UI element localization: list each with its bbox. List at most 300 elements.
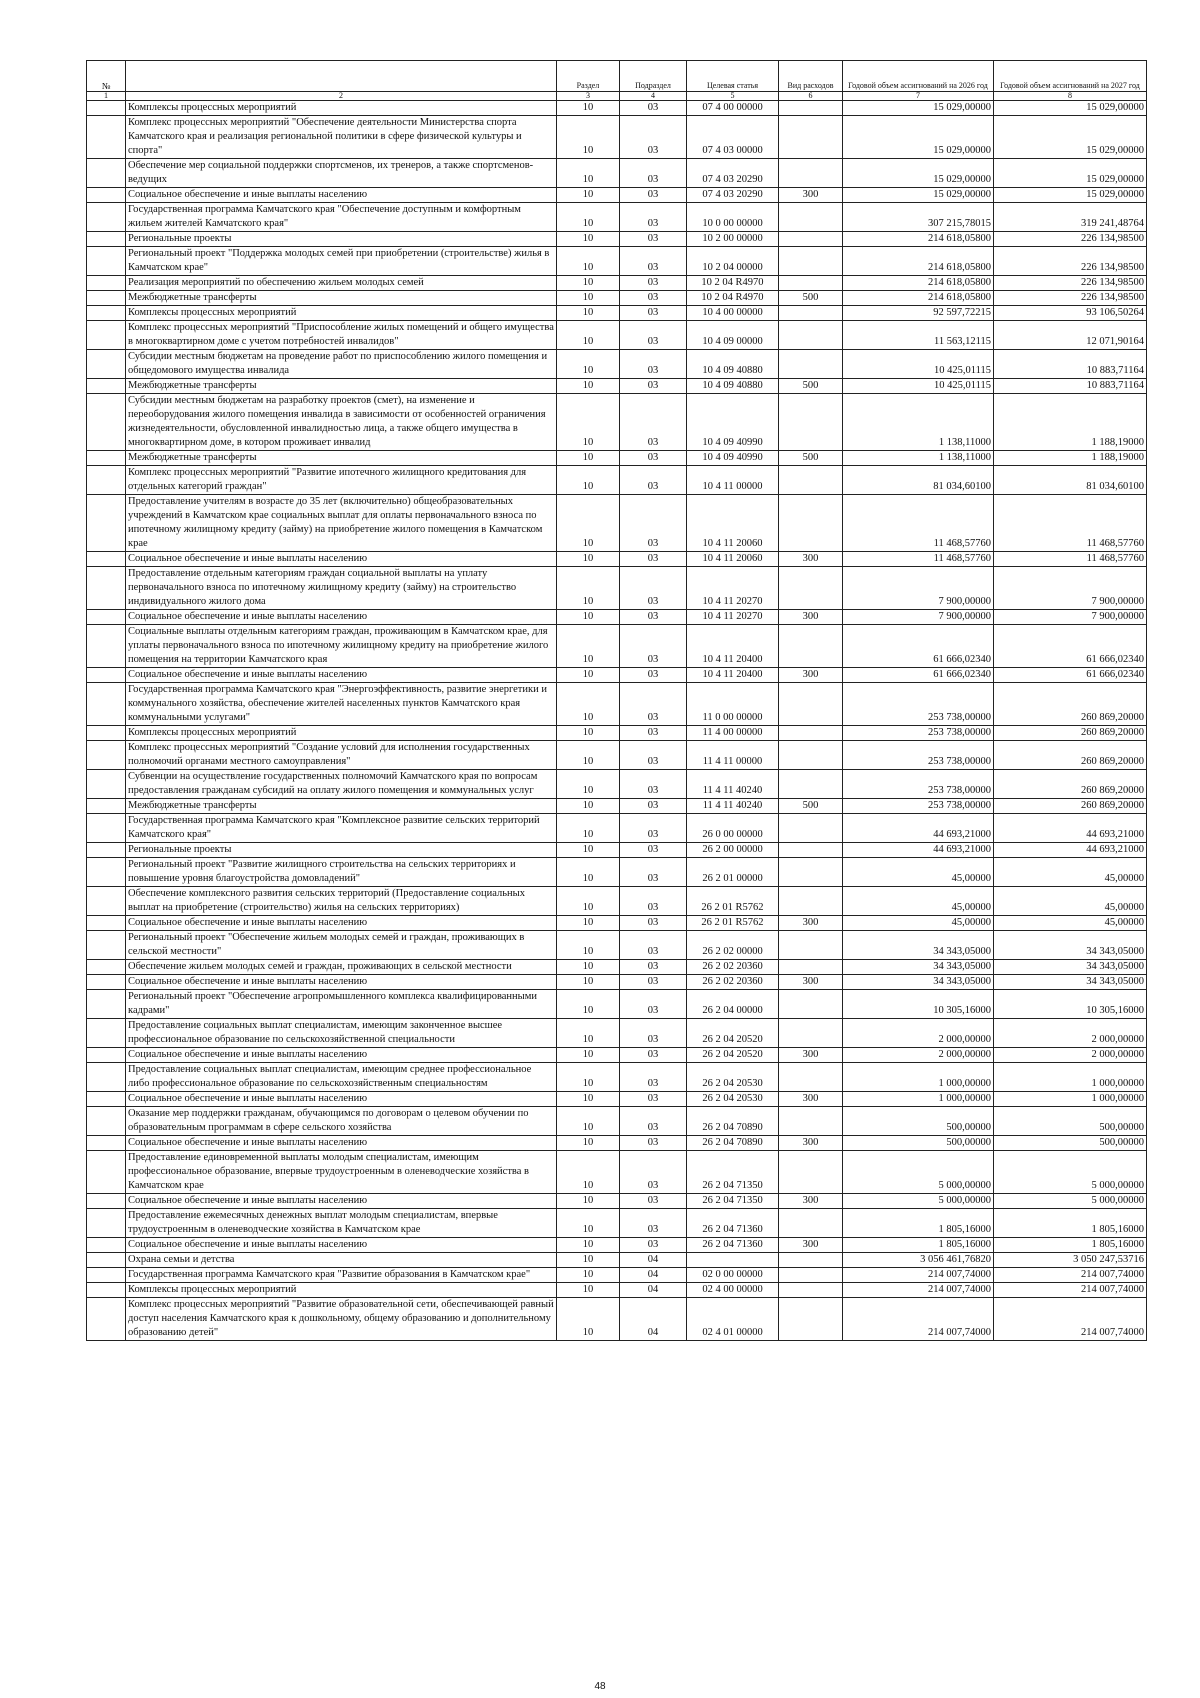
row-name-cell: Социальные выплаты отдельным категориям граждан, проживающим в Камчатском крае, для уплаты первоначального взноса по ипотечному жилищному кредиту на приобретение жилого помещения на территории Камчатского края	[126, 625, 557, 668]
table-row	[87, 466, 1147, 495]
row-expense-type-cell: 300	[779, 668, 843, 683]
row-allocation-2026-cell: 214 618,05800	[843, 232, 994, 247]
row-allocation-2027-cell: 34 343,05000	[994, 931, 1147, 960]
row-name-cell: Предоставление социальных выплат специалистам, имеющим среднее профессиональное либо профессиональное образование по сельскохозяйственным специальностям	[126, 1063, 557, 1092]
row-number-cell	[87, 741, 126, 770]
row-expense-type-cell: 500	[779, 451, 843, 466]
row-number-cell	[87, 843, 126, 858]
row-allocation-2027-cell: 5 000,00000	[994, 1151, 1147, 1194]
row-number-cell	[87, 101, 126, 116]
row-allocation-2026-cell: 92 597,72215	[843, 306, 994, 321]
row-expense-type-cell	[779, 466, 843, 495]
table-row	[87, 394, 1147, 451]
row-section-cell: 10	[557, 101, 620, 116]
row-target-article-cell: 26 2 02 00000	[687, 931, 779, 960]
row-expense-type-cell	[779, 203, 843, 232]
row-expense-type-cell	[779, 814, 843, 843]
row-number-cell	[87, 203, 126, 232]
row-allocation-2026-cell: 44 693,21000	[843, 843, 994, 858]
row-allocation-2026-cell: 5 000,00000	[843, 1194, 994, 1209]
row-number-cell	[87, 159, 126, 188]
column-number: 3	[557, 92, 620, 101]
row-allocation-2027-cell: 3 050 247,53716	[994, 1253, 1147, 1268]
row-subsection-cell: 03	[620, 394, 687, 451]
row-name-cell: Обеспечение жильем молодых семей и граждан, проживающих в сельской местности	[126, 960, 557, 975]
table-row	[87, 814, 1147, 843]
row-number-cell	[87, 306, 126, 321]
row-name-cell: Субсидии местным бюджетам на проведение работ по приспособлению жилого помещения и общедомового имущества инвалида	[126, 350, 557, 379]
row-target-article-cell: 26 2 02 20360	[687, 975, 779, 990]
row-subsection-cell: 03	[620, 887, 687, 916]
table-row	[87, 931, 1147, 960]
row-target-article-cell: 11 4 11 40240	[687, 799, 779, 814]
row-number-cell	[87, 916, 126, 931]
row-subsection-cell: 03	[620, 960, 687, 975]
table-row	[87, 1092, 1147, 1107]
row-number-cell	[87, 625, 126, 668]
row-target-article-cell: 26 2 04 71350	[687, 1151, 779, 1194]
row-target-article-cell: 26 2 04 20530	[687, 1063, 779, 1092]
row-number-cell	[87, 552, 126, 567]
row-allocation-2026-cell: 34 343,05000	[843, 960, 994, 975]
row-number-cell	[87, 350, 126, 379]
header-name	[126, 61, 557, 92]
header-allocation-2027: Годовой объем ассигнований на 2027 год	[994, 61, 1147, 92]
row-allocation-2026-cell: 11 468,57760	[843, 552, 994, 567]
row-allocation-2027-cell: 81 034,60100	[994, 466, 1147, 495]
row-name-cell: Региональные проекты	[126, 843, 557, 858]
row-target-article-cell: 10 4 11 20270	[687, 567, 779, 610]
row-section-cell: 10	[557, 1107, 620, 1136]
row-name-cell: Межбюджетные трансферты	[126, 451, 557, 466]
row-allocation-2026-cell: 1 805,16000	[843, 1238, 994, 1253]
row-allocation-2027-cell: 1 805,16000	[994, 1238, 1147, 1253]
row-section-cell: 10	[557, 1092, 620, 1107]
row-name-cell: Предоставление социальных выплат специалистам, имеющим законченное высшее профессиональное образование по сельскохозяйственной специальности	[126, 1019, 557, 1048]
table-row	[87, 1194, 1147, 1209]
row-number-cell	[87, 291, 126, 306]
row-allocation-2026-cell: 214 618,05800	[843, 276, 994, 291]
table-header	[87, 61, 1147, 101]
row-target-article-cell: 26 2 04 71360	[687, 1209, 779, 1238]
row-allocation-2027-cell: 34 343,05000	[994, 960, 1147, 975]
row-target-article-cell: 26 2 04 70890	[687, 1107, 779, 1136]
row-target-article-cell: 26 2 04 70890	[687, 1136, 779, 1151]
row-section-cell: 10	[557, 321, 620, 350]
row-subsection-cell: 03	[620, 931, 687, 960]
row-allocation-2026-cell: 253 738,00000	[843, 799, 994, 814]
row-allocation-2027-cell: 260 869,20000	[994, 683, 1147, 726]
table-row	[87, 451, 1147, 466]
table-row	[87, 960, 1147, 975]
row-allocation-2027-cell: 7 900,00000	[994, 567, 1147, 610]
row-expense-type-cell	[779, 1151, 843, 1194]
row-number-cell	[87, 990, 126, 1019]
row-section-cell: 10	[557, 247, 620, 276]
row-name-cell: Социальное обеспечение и иные выплаты населению	[126, 916, 557, 931]
row-name-cell: Государственная программа Камчатского края "Комплексное развитие сельских территорий Камчатского края"	[126, 814, 557, 843]
row-target-article-cell: 07 4 00 00000	[687, 101, 779, 116]
row-allocation-2027-cell: 1 000,00000	[994, 1063, 1147, 1092]
row-target-article-cell: 26 2 04 20530	[687, 1092, 779, 1107]
row-expense-type-cell: 300	[779, 1092, 843, 1107]
row-subsection-cell: 03	[620, 567, 687, 610]
row-allocation-2027-cell: 500,00000	[994, 1136, 1147, 1151]
row-number-cell	[87, 931, 126, 960]
table-row	[87, 625, 1147, 668]
row-section-cell: 10	[557, 770, 620, 799]
row-allocation-2026-cell: 253 738,00000	[843, 726, 994, 741]
row-allocation-2026-cell: 214 618,05800	[843, 247, 994, 276]
row-target-article-cell: 26 2 00 00000	[687, 843, 779, 858]
row-subsection-cell: 03	[620, 843, 687, 858]
row-expense-type-cell	[779, 101, 843, 116]
row-expense-type-cell	[779, 683, 843, 726]
row-section-cell: 10	[557, 350, 620, 379]
table-row	[87, 350, 1147, 379]
table-row	[87, 203, 1147, 232]
row-section-cell: 10	[557, 726, 620, 741]
row-target-article-cell: 10 4 09 40990	[687, 451, 779, 466]
row-target-article-cell: 10 4 11 20060	[687, 552, 779, 567]
row-expense-type-cell	[779, 306, 843, 321]
row-expense-type-cell: 300	[779, 1238, 843, 1253]
row-subsection-cell: 03	[620, 116, 687, 159]
row-allocation-2026-cell: 45,00000	[843, 887, 994, 916]
row-allocation-2027-cell: 44 693,21000	[994, 843, 1147, 858]
row-allocation-2027-cell: 12 071,90164	[994, 321, 1147, 350]
row-number-cell	[87, 814, 126, 843]
row-expense-type-cell	[779, 232, 843, 247]
table-row	[87, 321, 1147, 350]
row-target-article-cell: 10 4 09 40880	[687, 379, 779, 394]
row-name-cell: Предоставление отдельным категориям граждан социальной выплаты на уплату первоначального взноса по ипотечному жилищному кредиту (займу) на строительство индивидуального жилого дома	[126, 567, 557, 610]
row-name-cell: Комплекс процессных мероприятий "Приспособление жилых помещений и общего имущества в многоквартирном доме с учетом потребностей инвалидов"	[126, 321, 557, 350]
row-number-cell	[87, 683, 126, 726]
row-allocation-2026-cell: 214 007,74000	[843, 1283, 994, 1298]
row-target-article-cell: 02 4 00 00000	[687, 1283, 779, 1298]
row-section-cell: 10	[557, 495, 620, 552]
row-subsection-cell: 04	[620, 1268, 687, 1283]
row-name-cell: Государственная программа Камчатского края "Энергоэффективность, развитие энергетики и коммунального хозяйства, обеспечение жителей населенных пунктов Камчатского края коммунальными услугами"	[126, 683, 557, 726]
table-row	[87, 799, 1147, 814]
row-expense-type-cell	[779, 858, 843, 887]
row-allocation-2026-cell: 11 468,57760	[843, 495, 994, 552]
row-name-cell: Социальное обеспечение и иные выплаты населению	[126, 1194, 557, 1209]
row-allocation-2027-cell: 2 000,00000	[994, 1048, 1147, 1063]
row-number-cell	[87, 1092, 126, 1107]
row-expense-type-cell: 500	[779, 291, 843, 306]
row-target-article-cell: 02 0 00 00000	[687, 1268, 779, 1283]
row-number-cell	[87, 1194, 126, 1209]
row-name-cell: Комплекс процессных мероприятий "Обеспечение деятельности Министерства спорта Камчатского края и реализация региональной политики в сфере физической культуры и спорта"	[126, 116, 557, 159]
row-expense-type-cell: 300	[779, 975, 843, 990]
row-target-article-cell: 10 4 09 40880	[687, 350, 779, 379]
row-name-cell: Предоставление учителям в возрасте до 35 лет (включительно) общеобразовательных учреждений в Камчатском крае социальных выплат для оплаты первоначального взноса по ипотечному жилищному кредиту (займу) на приобретение жилого помещения в Камчатском крае	[126, 495, 557, 552]
row-name-cell: Субвенции на осуществление государственных полномочий Камчатского края по вопросам предоставления гражданам субсидий на оплату жилого помещения и коммунальных услуг	[126, 770, 557, 799]
row-expense-type-cell	[779, 770, 843, 799]
row-allocation-2027-cell: 226 134,98500	[994, 232, 1147, 247]
row-allocation-2026-cell: 15 029,00000	[843, 159, 994, 188]
row-section-cell: 10	[557, 1136, 620, 1151]
row-name-cell: Предоставление единовременной выплаты молодым специалистам, имеющим профессиональное образование, впервые трудоустроенным в оленеводческие хозяйства в Камчатском крае	[126, 1151, 557, 1194]
row-target-article-cell: 02 4 01 00000	[687, 1298, 779, 1341]
row-section-cell: 10	[557, 1063, 620, 1092]
table-row	[87, 1151, 1147, 1194]
row-number-cell	[87, 975, 126, 990]
row-allocation-2027-cell: 7 900,00000	[994, 610, 1147, 625]
table-row	[87, 116, 1147, 159]
row-allocation-2027-cell: 15 029,00000	[994, 101, 1147, 116]
table-row	[87, 1298, 1147, 1341]
table-row	[87, 1253, 1147, 1268]
row-allocation-2026-cell: 7 900,00000	[843, 567, 994, 610]
row-target-article-cell: 26 2 01 R5762	[687, 887, 779, 916]
table-row	[87, 567, 1147, 610]
row-allocation-2027-cell: 45,00000	[994, 916, 1147, 931]
table-row	[87, 843, 1147, 858]
row-name-cell: Межбюджетные трансферты	[126, 379, 557, 394]
row-section-cell: 10	[557, 1298, 620, 1341]
row-expense-type-cell	[779, 1283, 843, 1298]
row-name-cell: Социальное обеспечение и иные выплаты населению	[126, 1048, 557, 1063]
row-section-cell: 10	[557, 683, 620, 726]
row-allocation-2027-cell: 2 000,00000	[994, 1019, 1147, 1048]
row-expense-type-cell: 500	[779, 379, 843, 394]
table-row	[87, 188, 1147, 203]
row-subsection-cell: 03	[620, 741, 687, 770]
page-number: 48	[594, 1681, 606, 1692]
row-name-cell: Комплексы процессных мероприятий	[126, 726, 557, 741]
table-row	[87, 975, 1147, 990]
row-section-cell: 10	[557, 799, 620, 814]
row-section-cell: 10	[557, 291, 620, 306]
row-section-cell: 10	[557, 567, 620, 610]
table-row	[87, 1063, 1147, 1092]
row-name-cell: Предоставление ежемесячных денежных выплат молодым специалистам, впервые трудоустроенным в оленеводческие хозяйства в Камчатском крае	[126, 1209, 557, 1238]
row-allocation-2027-cell: 15 029,00000	[994, 159, 1147, 188]
row-section-cell: 10	[557, 1283, 620, 1298]
table-row	[87, 1048, 1147, 1063]
row-section-cell: 10	[557, 203, 620, 232]
row-allocation-2027-cell: 500,00000	[994, 1107, 1147, 1136]
row-subsection-cell: 03	[620, 625, 687, 668]
row-name-cell: Комплекс процессных мероприятий "Развитие ипотечного жилищного кредитования для отдельных категорий граждан"	[126, 466, 557, 495]
row-name-cell: Региональный проект "Обеспечение жильем молодых семей и граждан, проживающих в сельской местности"	[126, 931, 557, 960]
row-subsection-cell: 03	[620, 159, 687, 188]
row-allocation-2027-cell: 1 188,19000	[994, 394, 1147, 451]
row-expense-type-cell	[779, 990, 843, 1019]
row-section-cell: 10	[557, 843, 620, 858]
row-number-cell	[87, 116, 126, 159]
table-row	[87, 1107, 1147, 1136]
column-number: 6	[779, 92, 843, 101]
row-subsection-cell: 03	[620, 495, 687, 552]
row-number-cell	[87, 1298, 126, 1341]
row-allocation-2027-cell: 15 029,00000	[994, 188, 1147, 203]
table-row	[87, 247, 1147, 276]
row-expense-type-cell	[779, 567, 843, 610]
row-number-cell	[87, 1107, 126, 1136]
row-number-cell	[87, 321, 126, 350]
row-target-article-cell: 07 4 03 20290	[687, 188, 779, 203]
row-subsection-cell: 03	[620, 1107, 687, 1136]
row-number-cell	[87, 799, 126, 814]
row-section-cell: 10	[557, 814, 620, 843]
row-target-article-cell: 26 2 04 71360	[687, 1238, 779, 1253]
row-allocation-2027-cell: 1 805,16000	[994, 1209, 1147, 1238]
row-allocation-2027-cell: 10 883,71164	[994, 379, 1147, 394]
row-expense-type-cell: 300	[779, 1136, 843, 1151]
row-subsection-cell: 03	[620, 799, 687, 814]
row-expense-type-cell: 300	[779, 916, 843, 931]
row-expense-type-cell	[779, 1268, 843, 1283]
header-target-article: Целевая статья	[687, 61, 779, 92]
row-target-article-cell: 10 2 00 00000	[687, 232, 779, 247]
table-row	[87, 291, 1147, 306]
row-target-article-cell: 10 2 04 R4970	[687, 276, 779, 291]
row-section-cell: 10	[557, 1238, 620, 1253]
row-expense-type-cell: 300	[779, 188, 843, 203]
row-name-cell: Социальное обеспечение и иные выплаты населению	[126, 552, 557, 567]
table-row	[87, 858, 1147, 887]
row-subsection-cell: 04	[620, 1253, 687, 1268]
row-allocation-2026-cell: 253 738,00000	[843, 741, 994, 770]
row-subsection-cell: 03	[620, 770, 687, 799]
row-name-cell: Региональный проект "Развитие жилищного строительства на сельских территориях и повышение уровня благоустройства домовладений"	[126, 858, 557, 887]
table-row	[87, 610, 1147, 625]
row-subsection-cell: 03	[620, 350, 687, 379]
row-allocation-2027-cell: 226 134,98500	[994, 247, 1147, 276]
row-expense-type-cell	[779, 116, 843, 159]
row-subsection-cell: 03	[620, 232, 687, 247]
table-row	[87, 159, 1147, 188]
row-target-article-cell: 10 4 11 20400	[687, 625, 779, 668]
row-target-article-cell: 10 4 11 20400	[687, 668, 779, 683]
row-subsection-cell: 03	[620, 466, 687, 495]
row-allocation-2027-cell: 11 468,57760	[994, 552, 1147, 567]
row-section-cell: 10	[557, 451, 620, 466]
row-section-cell: 10	[557, 931, 620, 960]
row-target-article-cell: 10 4 09 40990	[687, 394, 779, 451]
row-name-cell: Обеспечение мер социальной поддержки спортсменов, их тренеров, а также спортсменов-ведущих	[126, 159, 557, 188]
row-allocation-2026-cell: 1 000,00000	[843, 1063, 994, 1092]
row-target-article-cell: 26 2 04 00000	[687, 990, 779, 1019]
row-name-cell: Социальное обеспечение и иные выплаты населению	[126, 975, 557, 990]
column-number-row	[87, 92, 1147, 101]
row-name-cell: Оказание мер поддержки гражданам, обучающимся по договорам о целевом обучении по образовательным программам в сфере сельского хозяйства	[126, 1107, 557, 1136]
row-section-cell: 10	[557, 276, 620, 291]
row-target-article-cell: 26 0 00 00000	[687, 814, 779, 843]
row-name-cell: Комплекс процессных мероприятий "Создание условий для исполнения государственных полномочий органами местного самоуправления"	[126, 741, 557, 770]
row-allocation-2026-cell: 253 738,00000	[843, 770, 994, 799]
row-target-article-cell	[687, 1253, 779, 1268]
column-number: 4	[620, 92, 687, 101]
row-number-cell	[87, 451, 126, 466]
row-allocation-2026-cell: 44 693,21000	[843, 814, 994, 843]
table-row	[87, 379, 1147, 394]
row-allocation-2026-cell: 214 007,74000	[843, 1268, 994, 1283]
row-number-cell	[87, 1253, 126, 1268]
row-name-cell: Реализация мероприятий по обеспечению жильем молодых семей	[126, 276, 557, 291]
row-allocation-2026-cell: 10 425,01115	[843, 350, 994, 379]
row-allocation-2027-cell: 15 029,00000	[994, 116, 1147, 159]
row-number-cell	[87, 1136, 126, 1151]
row-subsection-cell: 03	[620, 101, 687, 116]
row-name-cell: Социальное обеспечение и иные выплаты населению	[126, 1092, 557, 1107]
row-expense-type-cell	[779, 159, 843, 188]
row-target-article-cell: 11 0 00 00000	[687, 683, 779, 726]
row-target-article-cell: 26 2 01 R5762	[687, 916, 779, 931]
table-row	[87, 770, 1147, 799]
row-allocation-2026-cell: 253 738,00000	[843, 683, 994, 726]
row-section-cell: 10	[557, 379, 620, 394]
table-row	[87, 101, 1147, 116]
row-allocation-2027-cell: 10 305,16000	[994, 990, 1147, 1019]
row-target-article-cell: 10 2 04 R4970	[687, 291, 779, 306]
row-section-cell: 10	[557, 668, 620, 683]
row-target-article-cell: 07 4 03 20290	[687, 159, 779, 188]
row-subsection-cell: 03	[620, 1063, 687, 1092]
row-expense-type-cell	[779, 1063, 843, 1092]
row-number-cell	[87, 495, 126, 552]
row-section-cell: 10	[557, 975, 620, 990]
column-number: 8	[994, 92, 1147, 101]
row-name-cell: Социальное обеспечение и иные выплаты населению	[126, 610, 557, 625]
table-row	[87, 668, 1147, 683]
row-name-cell: Субсидии местным бюджетам на разработку проектов (смет), на изменение и переоборудования жилого помещения инвалида в зависимости от особенностей ограничения жизнедеятельности, обусловленной инвалидностью лица, а также общего имущества в многоквартирном доме, в котором проживает инвалид	[126, 394, 557, 451]
row-allocation-2027-cell: 93 106,50264	[994, 306, 1147, 321]
row-target-article-cell: 11 4 00 00000	[687, 726, 779, 741]
row-allocation-2027-cell: 226 134,98500	[994, 291, 1147, 306]
row-subsection-cell: 03	[620, 726, 687, 741]
row-expense-type-cell: 300	[779, 552, 843, 567]
row-allocation-2027-cell: 214 007,74000	[994, 1298, 1147, 1341]
row-number-cell	[87, 858, 126, 887]
row-allocation-2026-cell: 7 900,00000	[843, 610, 994, 625]
row-subsection-cell: 03	[620, 379, 687, 394]
row-allocation-2026-cell: 34 343,05000	[843, 931, 994, 960]
row-number-cell	[87, 610, 126, 625]
table-body	[87, 101, 1147, 1341]
column-number: 1	[87, 92, 126, 101]
row-target-article-cell: 10 2 04 00000	[687, 247, 779, 276]
row-name-cell: Межбюджетные трансферты	[126, 799, 557, 814]
row-section-cell: 10	[557, 1048, 620, 1063]
row-number-cell	[87, 1238, 126, 1253]
row-name-cell: Охрана семьи и детства	[126, 1253, 557, 1268]
row-subsection-cell: 03	[620, 975, 687, 990]
row-subsection-cell: 03	[620, 1136, 687, 1151]
row-number-cell	[87, 1048, 126, 1063]
row-allocation-2026-cell: 10 305,16000	[843, 990, 994, 1019]
row-number-cell	[87, 1209, 126, 1238]
row-number-cell	[87, 1268, 126, 1283]
row-allocation-2027-cell: 44 693,21000	[994, 814, 1147, 843]
row-allocation-2027-cell: 11 468,57760	[994, 495, 1147, 552]
row-target-article-cell: 10 4 11 00000	[687, 466, 779, 495]
header-number: №	[87, 61, 126, 92]
table-row	[87, 552, 1147, 567]
row-allocation-2026-cell: 15 029,00000	[843, 188, 994, 203]
row-allocation-2026-cell: 1 000,00000	[843, 1092, 994, 1107]
row-expense-type-cell	[779, 1019, 843, 1048]
row-allocation-2027-cell: 34 343,05000	[994, 975, 1147, 990]
row-allocation-2026-cell: 1 805,16000	[843, 1209, 994, 1238]
row-allocation-2026-cell: 5 000,00000	[843, 1151, 994, 1194]
row-section-cell: 10	[557, 306, 620, 321]
row-name-cell: Социальное обеспечение и иные выплаты населению	[126, 1136, 557, 1151]
